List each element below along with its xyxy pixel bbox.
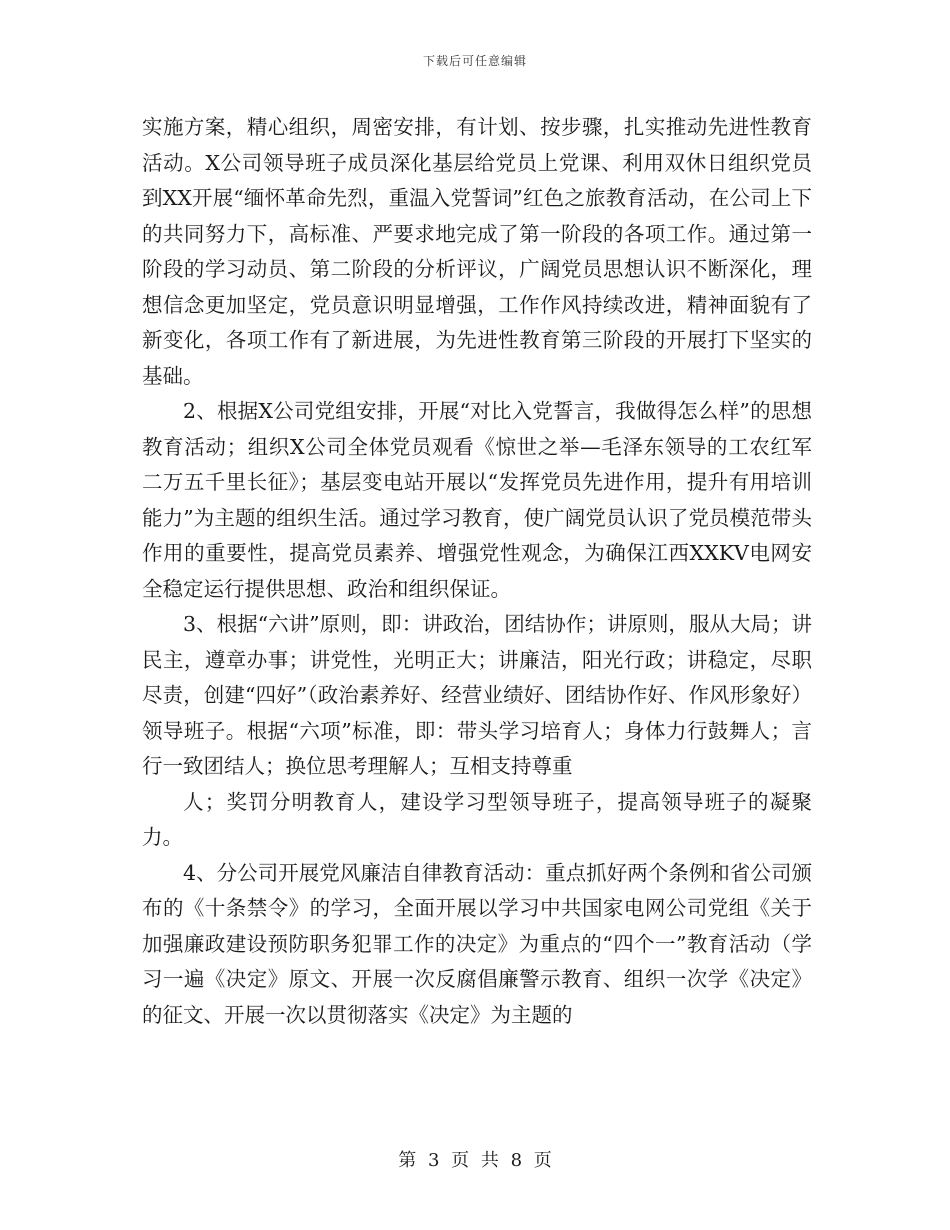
paragraph-4: 4、分公司开展党风廉洁自律教育活动：重点抓好两个条例和省公司颁布的《十条禁令》的学习，全面开展以学习中共国家电网公司党组《关于加强廉政建设预防职务犯罪工作的决定》为重点的“四个一”教育活动（学习一遍《决定》原文、开展一次反腐倡廉警示教育、组织一次学《决定》的征文、开展一次以贯彻落实《决定》为主题的 [142,860,812,1027]
paragraph-1: 实施方案，精心组织，周密安排，有计划、按步骤，扎实推动先进性教育活动。X公司领导班子成员深化基层给党员上党课、利用双休日组织党员到XX开展“缅怀革命先烈，重温入党誓词”红色之旅教育活动，在公司上下的共同努力下，高标准、严要求地完成了第一阶段的各项工作。通过第一阶段的学习动员、第二阶段的分析评议，广阔党员思想认识不断深化，理想信念更加坚定，党员意识明显增强，工作作风持续改进，精神面貌有了新变化，各项工作有了新进展，为先进性教育第三阶段的开展打下坚实的基础。 [142,115,812,388]
page-header: 下载后可任意编辑 [422,54,527,68]
page-number-footer: 第 3 页 共 8 页 [398,1150,552,1171]
paragraph-3: 3、根据“六讲”原则，即：讲政治，团结协作；讲原则，服从大局；讲民主，遵章办事；讲党性，光明正大；讲廉洁，阳光行政；讲稳定，尽职尽责，创建“四好”（政治素养好、经营业绩好、团结协作好、作风形象好）领导班子。根据“六项”标准，即：带头学习培育人；身体力行鼓舞人；言行一致团结人；换位思考理解人；互相支持尊重 [142,612,812,778]
paragraph-3-continuation: 人；奖罚分明教育人，建设学习型领导班子，提高领导班子的凝聚力。 [142,789,812,849]
document-body [142,110,812,1033]
paragraph-2: 2、根据X公司党组安排，开展“对比入党誓言，我做得怎么样”的思想教育活动；组织X公司全体党员观看《惊世之举—毛泽东领导的工农红军二万五千里长征》；基层变电站开展以“发挥党员先进作用，提升有用培训能力”为主题的组织生活。通过学习教育，使广阔党员认识了党员模范带头作用的重要性，提高党员素养、增强党性观念，为确保江西XXKV电网安全稳定运行提供思想、政治和组织保证。 [142,399,812,601]
